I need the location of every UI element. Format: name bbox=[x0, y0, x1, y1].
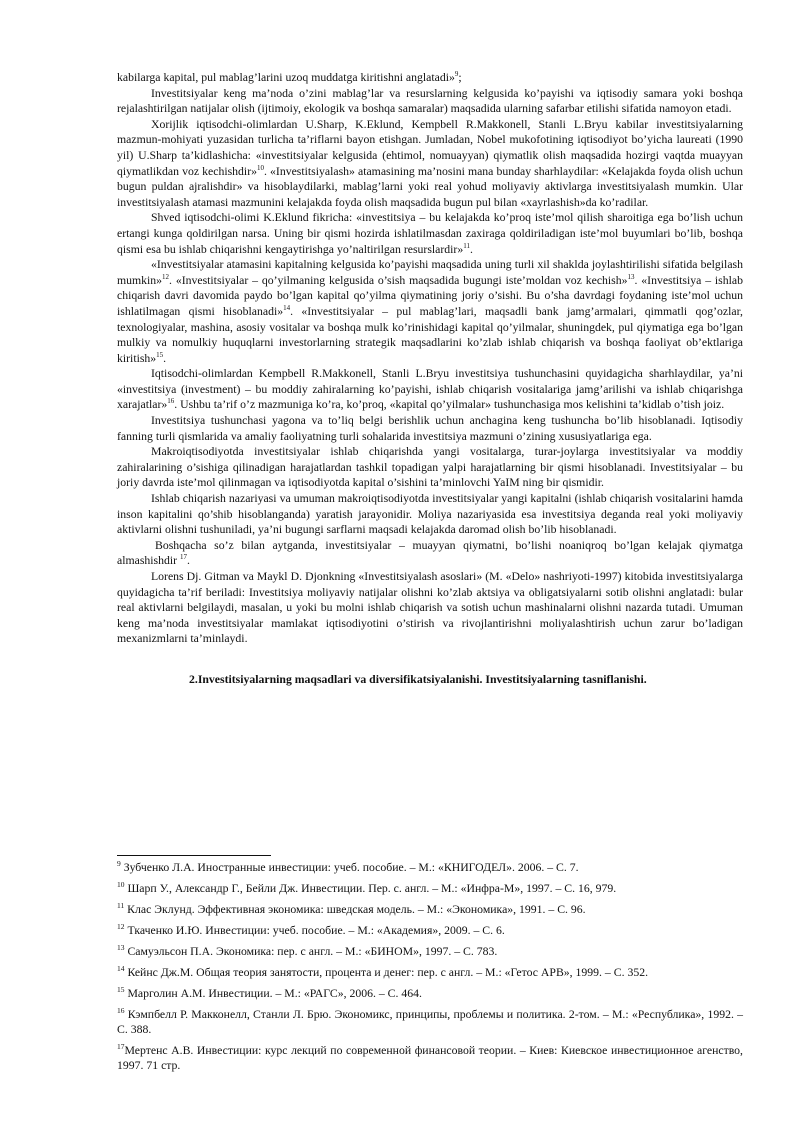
paragraph-text: Shved iqtisodchi-olimi K.Eklund fikricha: «investitsiya – bu kelajakda ko’proq iste’mol qilish sharoitiga ega bo’lish uchun ertangi kunga qoldirilgan narsa. Uning bir qismi hozirda ishlatilmasdan zaxiraga qoldiriladigan iste’mol buyumlari bo’lib, boshqa qismi esa bu ishlab chiqarishni kengaytirishga yo’naltirilgan resurslardir» bbox=[117, 211, 743, 256]
paragraph-text: Iqtisodchi-olimlardan Kempbell R.Makkonell, Stanli L.Bryu investitsiya tushunchasini quyidagicha sharhlaydilar, ya’ni «investitsiya (investment) – bu moddiy zahiralarning ko’payishi, ishlab chiqarish vositalariga jamg’arilishi va ishlab chiqarishga xarajatlar» bbox=[117, 367, 743, 412]
footnote-text: Самуэльсон П.А. Экономика: пер. с англ. – М.: «БИНОМ», 1997. – С. 783. bbox=[124, 945, 498, 958]
footnote-text: Шарп У., Александр Г., Бейли Дж. Инвестиции. Пер. с. англ. – М.: «Инфра-М», 1997. – С. 16, 979. bbox=[124, 882, 617, 895]
footnote-reference[interactable]: 10 bbox=[257, 163, 264, 172]
footnote-separator bbox=[117, 855, 271, 856]
paragraph bbox=[117, 413, 743, 444]
footnote bbox=[117, 944, 743, 959]
footnote-text: Зубченко Л.А. Иностранные инвестиции: учеб. пособие. – М.: «КНИГОДЕЛ». 2006. – С. 7. bbox=[120, 861, 579, 874]
footnote bbox=[117, 965, 743, 980]
paragraph-text: Investitsiya tushunchasi yagona va to’liq belgi berishlik uchun anchagina keng tushuncha bo’lib hisoblanadi. Iqtisodiy fanning turli qismlarida va amaliy faoliyatning turli sohalarida investitsiya mazmuni o’zining xususiyatlariga ega. bbox=[117, 414, 743, 443]
paragraph bbox=[117, 210, 743, 257]
footnotes bbox=[117, 855, 743, 1079]
footnote-number: 13 bbox=[117, 943, 125, 953]
footnote bbox=[117, 902, 743, 917]
paragraph bbox=[117, 569, 743, 647]
paragraph-text: . bbox=[469, 242, 473, 256]
footnote-text: Марголин А.М. Инвестиции. – М.: «РАГС», 2006. – С. 464. bbox=[124, 987, 422, 1000]
footnote-number: 14 bbox=[117, 964, 125, 974]
paragraph-text: . Ushbu ta’rif o’z mazmuniga ko’ra, ko’proq, «kapital qo’yilmalar» tushunchasiga mos kelishini ta’kidlab o’tish joiz. bbox=[174, 398, 725, 412]
paragraph bbox=[117, 366, 743, 413]
footnote-number: 12 bbox=[117, 922, 125, 932]
footnote-number: 17 bbox=[117, 1042, 125, 1052]
footnote bbox=[117, 860, 743, 875]
paragraph bbox=[117, 86, 743, 117]
footnote-number: 15 bbox=[117, 985, 125, 995]
footnote-number: 11 bbox=[117, 901, 125, 911]
paragraph-text: Investitsiyalar keng ma’noda o’zini mablag’lar va resurslarning kelgusida ko’payishi va iqtisodiy samara yoki boshqa rejalashtirilgan natijalar olish (ijtimoiy, ekologik va boshqa samaralar) maqsadida ularning safarbar etilishi sifatida namoyon etadi. bbox=[117, 86, 743, 116]
footnote bbox=[117, 1007, 743, 1037]
footnote-text: Кейнс Дж.М. Общая теория занятости, процента и денег: пер. с англ. – М.: «Гетос АРВ», 1999. – С. 352. bbox=[124, 966, 649, 979]
paragraph-text: . «Investitsiyalar – pul mablag’lari, maqsadli bank jamg’armalari, qimmatli qog’ozlar, texnologiyalar, mashina, asosiy vositalar va boshqa mulk ko’rinishidagi kapital qo’yilmalar, shuningdek, pul qiymatiga ega bo’lgan mulkiy va nomulkiy huquqlarni investorlarning strategik maqsadlarini ko’zlab ishlab chiqarish va boshqa faoliyat ob’ektlariga kiritish» bbox=[117, 304, 743, 365]
paragraph bbox=[117, 117, 743, 211]
paragraph-list bbox=[117, 70, 743, 647]
paragraph bbox=[117, 538, 743, 569]
footnote-reference[interactable]: 13 bbox=[627, 272, 635, 281]
footnote-reference[interactable]: 14 bbox=[283, 304, 291, 312]
footnote-text: Кэмпбелл Р. Макконелл, Станли Л. Брю. Экономикс, принципы, проблемы и политика. 2-том. – М.: «Республика», 1992. – С. 388. bbox=[117, 1008, 743, 1036]
paragraph-text: Xorijlik iqtisodchi-olimlardan U.Sharp, K.Eklund, Kempbell R.Makkonell, Stanli L.Bryu kabilar investitsiyalarning mazmun-mohiyati yuzasidan turlicha ta’riflarni bayon etishgan. Jumladan, Nobel mukofotining iqtisodiyot bo’yicha laureati (1990 yil) U.Sharp ta’kidlashicha: «investitsiyalar kelgusida (ehtimol, nomuayyan) qiymatlik olish maqsadida hozirgi vaqtda muayyan qiymatlikdan voz kechishdir» bbox=[117, 117, 743, 178]
paragraph-text: . «Investitsiyalar – qo’yilmaning kelgusida o’sish maqsadida bugungi iste’moldan voz kechish» bbox=[169, 273, 628, 287]
paragraph-text: Ishlab chiqarish nazariyasi va umuman makroiqtisodiyotda investitsiyalar yangi kapitalni (ishlab chiqarish vositalarini hamda inson kapitalini qo’shib hisoblanganda) yaratish jarayonidir. Moliya nazariyasida esa investitsiya deganda real yoki moliyaviy aktivlarni olishni tushuniladi, ya’ni bugungi sarflarni maqsadi kelajakda daromad olish bo’lib hisoblanadi. bbox=[117, 492, 743, 537]
paragraph bbox=[117, 444, 743, 491]
footnote-reference[interactable]: 12 bbox=[162, 272, 170, 281]
footnote-number: 16 bbox=[117, 1006, 125, 1016]
paragraph-text: «Investitsiyalar atamasini kapitalning kelgusida ko’payishi maqsadida uning turli xil shaklda joylashtirilishi sifatida belgilash mumkin» bbox=[117, 258, 743, 287]
paragraph-text: . «Investitsiya – ishlab chiqarish davri davomida paydo bo’lgan kapital qo’yilma qiymatining joriy o’sishi. Bu o’sha davrdagi foydaning iste’mol uchun ishlatilmagan qismi hisoblanadi» bbox=[117, 273, 743, 318]
paragraph-text: Lorens Dj. Gitman va Maykl D. Djonkning «Investitsiyalash asoslari» (M. «Delo» nashriyoti-1997) kitobida investitsiyalarga quyidagicha ta’rif beriladi: Investitsiya moliyaviy natijalar olishni ko’zlab aktsiya va obligatsiyalarni sotib olishni anglatadi: bular real aktivlarni belgilaydi, masalan, u yoki bu molni ishlab chiqarish va sotish uchun mashinalarni olishni nazarda tutadi. Umuman keng ma’noda investitsiyalar mamlakat iqtisodiyotini o’stirish va rivojlantirishni moliyalashtirish uchun zarur bo’ladigan mexanizmlarni ta’minlaydi. bbox=[117, 570, 743, 646]
paragraph bbox=[117, 491, 743, 538]
footnote bbox=[117, 923, 743, 938]
paragraph-text: . bbox=[163, 351, 167, 365]
paragraph-text: . «Investitsiyalash» atamasining ma’nosini mana bunday sharhlaydilar: «Kelajakda foyda olish uchun bugun puldan ajralishdir» va hisoblaydilarki, mablag’larni yoki real yohud moliyaviy aktivlarga investitsiyalash mumkin. Ular investitsiyalash atamasi mazmunini kelajakda foyda olish maqsadida bugun pul bilan «xayrlashish»da ko’radilar. bbox=[117, 164, 744, 209]
footnote-reference[interactable]: 17 bbox=[179, 553, 187, 562]
section-heading: 2.Investitsiyalarning maqsadlari va diversifikatsiyalanishi. Investitsiyalarning tasniflanishi. bbox=[189, 672, 647, 686]
footnote-reference[interactable]: 11 bbox=[463, 241, 470, 250]
footnote bbox=[117, 881, 743, 896]
footnote-list bbox=[117, 860, 743, 1073]
paragraph-text: Boshqacha so’z bilan aytganda, investitsiyalar – muayyan qiymatni, bo’lishi noaniqroq bo’lgan kelajak qiymatga almashishdir bbox=[117, 538, 743, 568]
paragraph-text: ; bbox=[458, 71, 462, 84]
footnote-text: Мертенс А.В. Инвестиции: курс лекций по современной финансовой теории. – Киев: Киевское инвестиционное агенство, 1997. 71 стр. bbox=[117, 1044, 743, 1072]
footnote bbox=[117, 1043, 743, 1073]
footnote-reference[interactable]: 15 bbox=[156, 350, 164, 359]
footnote-text: Клас Эклунд. Эффективная экономика: шведская модель. – М.: «Экономика», 1991. – С. 96. bbox=[124, 903, 586, 916]
paragraph bbox=[117, 257, 743, 366]
paragraph bbox=[117, 70, 743, 86]
footnote-number: 9 bbox=[117, 859, 121, 869]
paragraph-text: . bbox=[186, 554, 190, 568]
paragraph-text: Makroiqtisodiyotda investitsiyalar ishlab chiqarishda yangi vositalarga, turar-joylarga investitsiyalar va moddiy zahiralarining o’sishiga qilinadigan harajatlardan tashkil topadigan yalpi harajatlarning bir qismi hisoblanadi. Investitsiyalar – bu joriy davrda iste’mol qilinmagan va iqtisodiyotda kapital o’sishini ta’minlovchi YaIM ning bir qismidir. bbox=[117, 445, 743, 490]
footnote-number: 10 bbox=[117, 880, 125, 890]
footnote-text: Ткаченко И.Ю. Инвестиции: учеб. пособие. – М.: «Академия», 2009. – С. 6. bbox=[124, 924, 505, 937]
footnote-reference[interactable]: 16 bbox=[167, 397, 175, 406]
footnote bbox=[117, 986, 743, 1001]
document-body bbox=[117, 70, 743, 688]
paragraph-text: kabilarga kapital, pul mablag’larini uzoq muddatga kiritishni anglatadi» bbox=[117, 71, 455, 84]
footnote-reference[interactable]: 9 bbox=[454, 70, 459, 79]
